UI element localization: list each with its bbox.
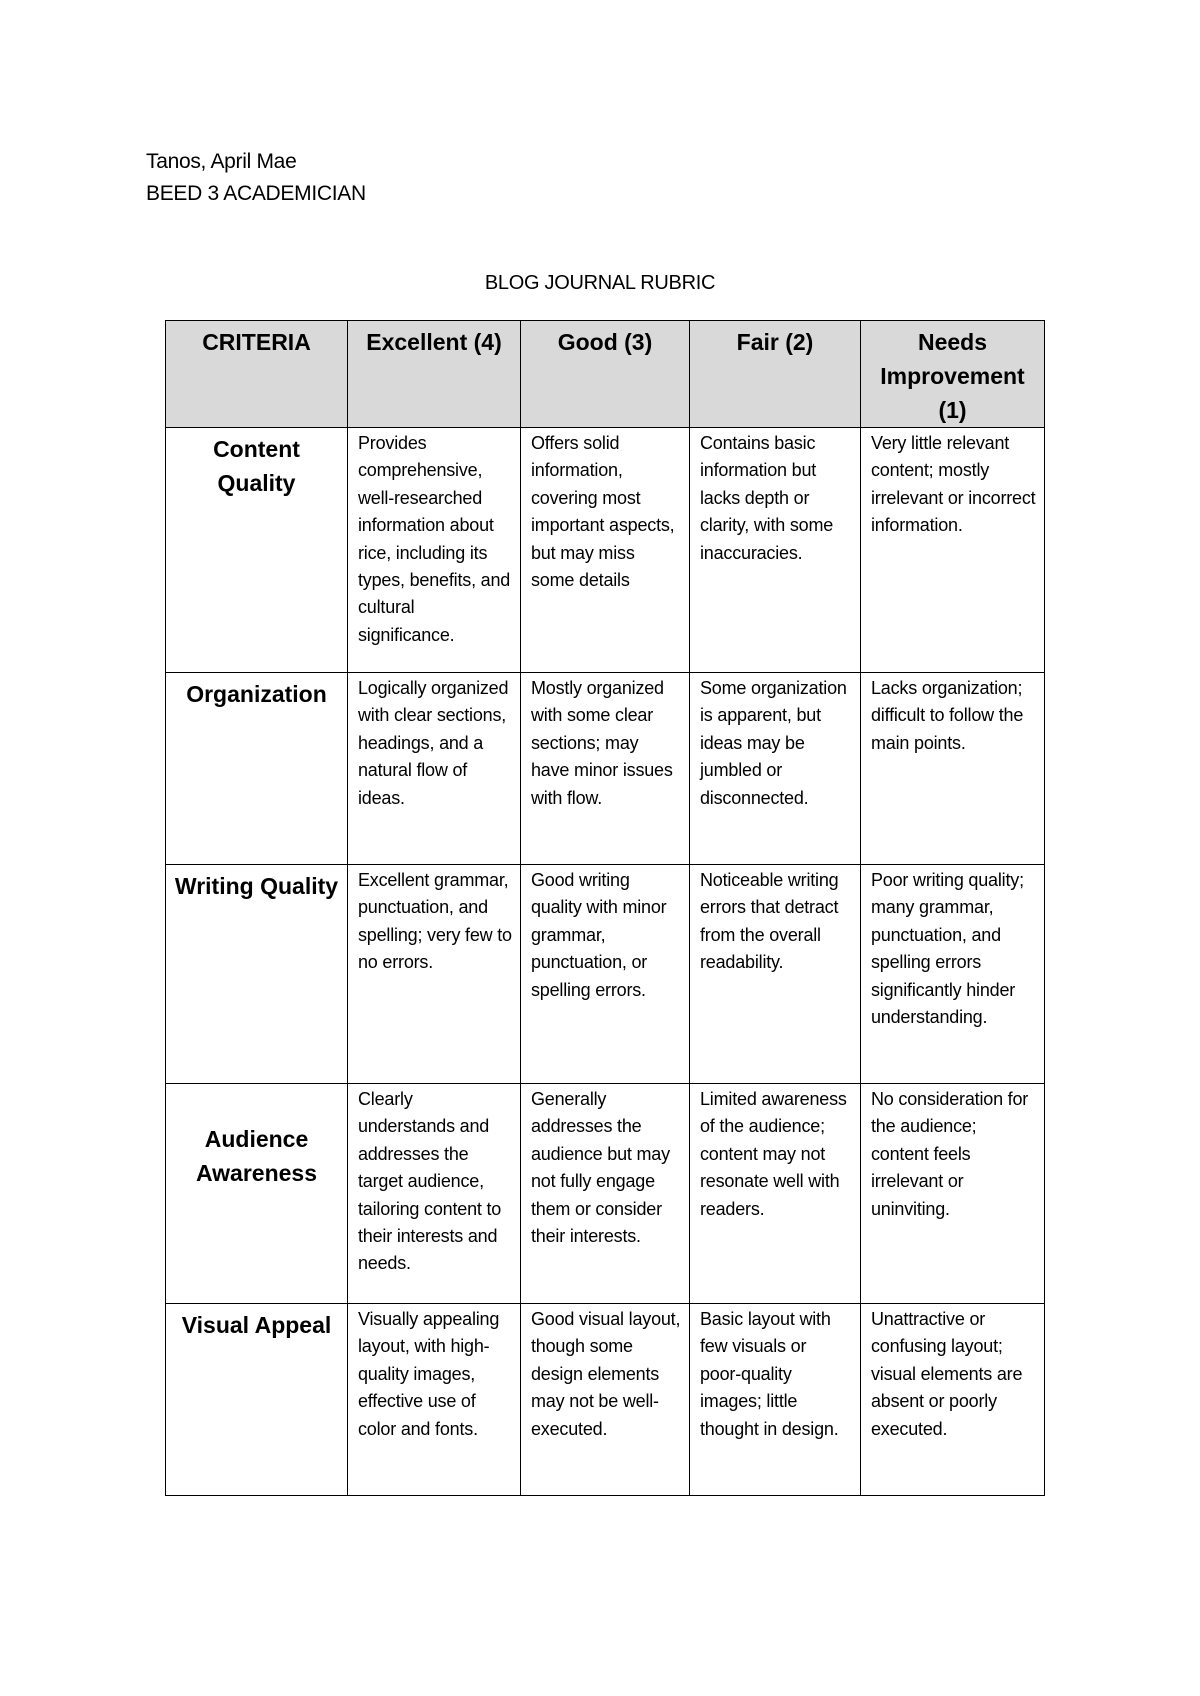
- rubric-header-row: [166, 321, 1045, 428]
- rubric-cell: Visually appealing layout, with high-quality images, effective use of color and fonts.: [348, 1304, 521, 1496]
- rubric-cell: Generally addresses the audience but may not fully engage them or consider their interests.: [521, 1084, 690, 1304]
- header-excellent: Excellent (4): [348, 321, 521, 428]
- criterion-label: Organization: [166, 673, 348, 865]
- rubric-cell: Good writing quality with minor grammar, punctuation, or spelling errors.: [521, 865, 690, 1084]
- rubric-row-audience-awareness: [166, 1084, 1045, 1304]
- rubric-row-content-quality: [166, 428, 1045, 673]
- rubric-cell: Contains basic information but lacks depth or clarity, with some inaccuracies.: [690, 428, 861, 673]
- header-needs-improvement: Needs Improvement (1): [861, 321, 1045, 428]
- rubric-cell: Mostly organized with some clear sections; may have minor issues with flow.: [521, 673, 690, 865]
- document-title: BLOG JOURNAL RUBRIC: [484, 272, 716, 294]
- rubric-cell: Very little relevant content; mostly irrelevant or incorrect information.: [861, 428, 1045, 673]
- rubric-cell: Logically organized with clear sections, headings, and a natural flow of ideas.: [348, 673, 521, 865]
- rubric-cell: Some organization is apparent, but ideas may be jumbled or disconnected.: [690, 673, 861, 865]
- criterion-label: Visual Appeal: [166, 1304, 348, 1496]
- rubric-cell: Unattractive or confusing layout; visual elements are absent or poorly executed.: [861, 1304, 1045, 1496]
- rubric-cell: Lacks organization; difficult to follow the main points.: [861, 673, 1045, 865]
- rubric-table: [165, 320, 1045, 1496]
- student-name: Tanos, April Mae: [146, 150, 297, 173]
- rubric-row-writing-quality: [166, 865, 1045, 1084]
- rubric-row-organization: [166, 673, 1045, 865]
- rubric-cell: Noticeable writing errors that detract from the overall readability.: [690, 865, 861, 1084]
- student-section: BEED 3 ACADEMICIAN: [146, 182, 366, 205]
- student-info: [146, 146, 366, 210]
- header-criteria: CRITERIA: [166, 321, 348, 428]
- criterion-label: Writing Quality: [166, 865, 348, 1084]
- rubric-cell: Poor writing quality; many grammar, punctuation, and spelling errors significantly hinder understanding.: [861, 865, 1045, 1084]
- criterion-label: Audience Awareness: [166, 1084, 348, 1304]
- rubric-cell: Offers solid information, covering most important aspects, but may miss some details: [521, 428, 690, 673]
- rubric-cell: Clearly understands and addresses the target audience, tailoring content to their interests and needs.: [348, 1084, 521, 1304]
- criterion-label: Content Quality: [166, 428, 348, 673]
- rubric-row-visual-appeal: [166, 1304, 1045, 1496]
- rubric-cell: Provides comprehensive, well-researched information about rice, including its types, benefits, and cultural significance.: [348, 428, 521, 673]
- header-fair: Fair (2): [690, 321, 861, 428]
- header-good: Good (3): [521, 321, 690, 428]
- rubric-cell: No consideration for the audience; content feels irrelevant or uninviting.: [861, 1084, 1045, 1304]
- rubric-cell: Good visual layout, though some design elements may not be well-executed.: [521, 1304, 690, 1496]
- rubric-cell: Limited awareness of the audience; content may not resonate well with readers.: [690, 1084, 861, 1304]
- rubric-cell: Excellent grammar, punctuation, and spelling; very few to no errors.: [348, 865, 521, 1084]
- rubric-cell: Basic layout with few visuals or poor-quality images; little thought in design.: [690, 1304, 861, 1496]
